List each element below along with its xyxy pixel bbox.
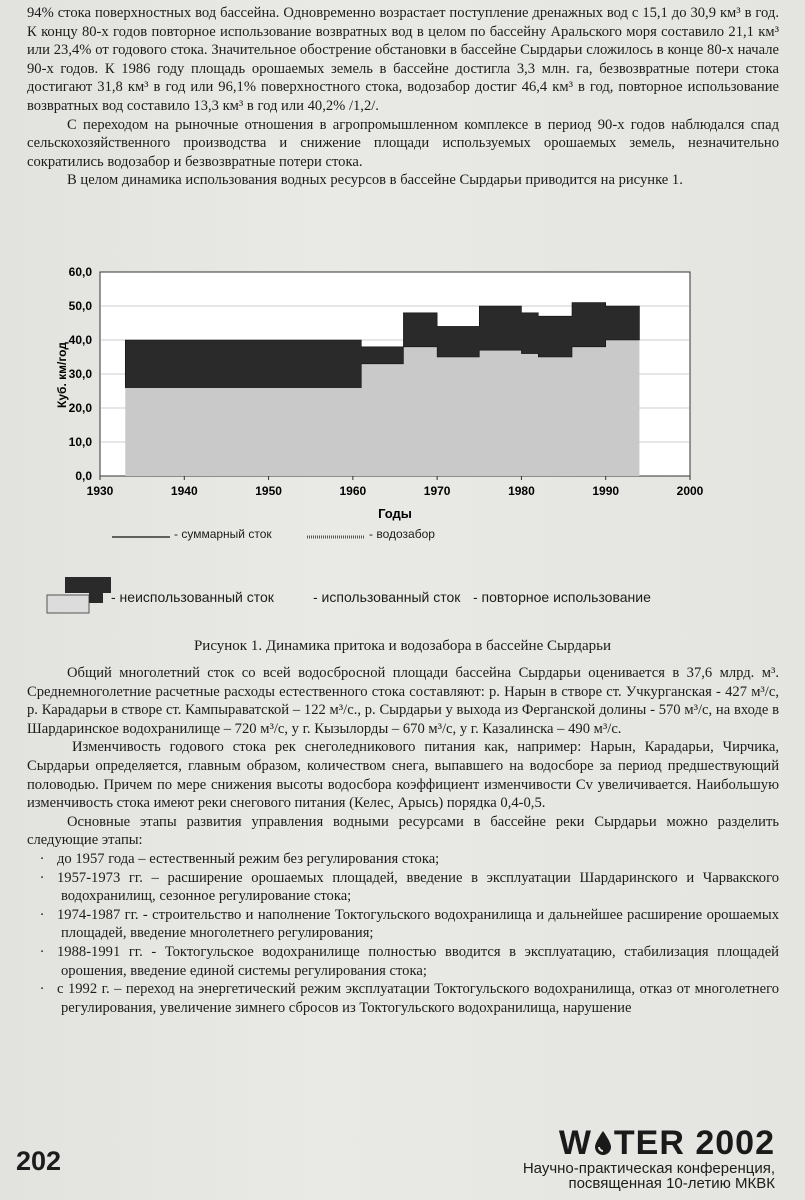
x-tick-label: 1970 (423, 484, 451, 498)
y-tick-label: 50,0 (68, 299, 92, 313)
y-tick-label: 10,0 (68, 435, 92, 449)
list-item (27, 906, 779, 943)
conference-brand (523, 1125, 775, 1191)
top-text-block (27, 4, 779, 190)
legend-swatch-stack (45, 575, 115, 615)
legend-label-unused: - неиспользованный сток (111, 589, 274, 605)
x-tick-label: 1950 (255, 484, 282, 498)
paragraph: В целом динамика использования водных ресурсов в бассейне Сырдарьи приводится на рисунке 1. (67, 172, 683, 189)
paragraph: Общий многолетний сток со всей водосбросной площади бассейна Сырдарьи оценивается в 37,6 млрд. м³. Среднемноголетние расчетные расходы естественного стока составляют: р. Нарын в створе ст. Учкурганская - 427 м³/с, р. Карадарьи в створе ст. Кампыраватской – 122 м³/с., р. Сырдарьи у выхода из Ферганской долины - 570 м³/с, на входе в Шардаринское водохранилище – 720 м³/с, у г. Кызылорды – 670 м³/с, у г. Казалинска – 490 м³/с. (27, 665, 779, 737)
y-tick-label: 40,0 (68, 333, 92, 347)
line-legend (112, 527, 597, 547)
y-tick-label: 20,0 (68, 401, 92, 415)
y-tick-label: 0,0 (75, 469, 92, 483)
x-tick-label: 1960 (339, 484, 367, 498)
x-axis-label: Годы (378, 506, 412, 521)
x-tick-label: 1930 (86, 484, 114, 498)
line-legend-label-total: - суммарный сток (174, 527, 272, 541)
list-item-text: до 1957 года – естественный режим без регулирования стока; (57, 850, 440, 867)
list-item-text: 1957-1973 гг. – расширение орошаемых площадей, введение в эксплуатации Шардаринского и Чарвакского водохранилищ, сезонное регулирование стока; (57, 869, 779, 905)
paragraph: Изменчивость годового стока рек снеголедникового питания как, например: Нарын, Карадарьи, Чирчика, Сырдарьи определяется, главным образом, количеством снега, выпавшего на водосборе за период предшествующий половодью. Причем по мере снижения высоты водосбора коэффициент изменчивости Cv увеличивается. Наибольшую изменчивость стока имеют реки снегового питания (Келес, Арысь) порядка 0,4-0,5. (27, 739, 779, 812)
x-tick-label: 1940 (170, 484, 198, 498)
x-tick-labels (87, 476, 704, 498)
brand-subtitle-2: посвященная 10-летию МКВК (568, 1175, 775, 1192)
y-tick-labels (69, 265, 93, 483)
bullet-icon: · (39, 981, 45, 998)
list-item-text: 1988-1991 гг. - Токтогульское водохранилище полностью вводится в эксплуатацию, стабилизация площадей орошения, введение единой системы регулирования стока; (57, 943, 779, 979)
paragraph: С переходом на рыночные отношения в агропромышленном комплексе в период 90-х годов наблюдался спад сельскохозяйственного производства и снижение площади используемых орошаемых земель, незначительно сократились водозабор и безвозвратные потери стока. (27, 116, 779, 170)
y-tick-label: 60,0 (68, 265, 92, 279)
paragraph: Основные этапы развития управления водными ресурсами в бассейне реки Сырдарьи можно разделить следующие этапы: (27, 813, 779, 849)
chart (52, 255, 712, 565)
y-tick-label: 30,0 (68, 367, 92, 381)
bullet-icon: · (39, 850, 45, 867)
brand-logo (523, 1125, 775, 1161)
line-legend-swatch-intake (307, 531, 367, 543)
legend-label-used: - использованный сток (313, 589, 461, 605)
area-legend (45, 575, 725, 615)
line-legend-label-intake: - водозабор (369, 527, 435, 541)
list-item-text: 1974-1987 гг. - строительство и наполнение Токтогульского водохранилища и дальнейшее расширение орошаемых площадей, введение многолетнего регулирования; (57, 906, 779, 942)
list-item (27, 980, 779, 1017)
brand-rest: TER 2002 (613, 1124, 775, 1162)
brand-subtitle-1: Научно-практическая конференция, (522, 1160, 775, 1177)
bullet-icon: · (39, 906, 45, 923)
x-tick-label: 1990 (592, 484, 620, 498)
list-item-text: с 1992 г. – переход на энергетический режим эксплуатации Токтогульского водохранилища, отказ от многолетнего регулирования, увеличение зимнего сбросов из Токтогульского водохранилища, нарушение (57, 981, 779, 1016)
x-tick-label: 1980 (508, 484, 535, 498)
figure-caption: Рисунок 1. Динамика притока и водозабора в бассейне Сырдарьи (193, 638, 612, 654)
page-number: 202 (16, 1146, 62, 1176)
x-tick-label: 2000 (676, 484, 704, 498)
line-legend-swatch-total (112, 531, 172, 543)
paragraph: 94% стока поверхностных вод бассейна. Одновременно возрастает поступление дренажных вод с 15,1 до 30,9 км³ в год. К концу 80-х годов повторное использование возвратных вод в целом по бассейну Аральского моря составило 21,1 км³ или 23,4% от годового стока. Значительное обострение обстановки в бассейне Сырдарьи сложилось в конце 80-х начале 90-х годов. К 1986 году площадь орошаемых земель в бассейне достигла 3,3 млн. га, безвозвратные потери стока достигают 31,8 км³ в год или 96,1% поверхностного стока, водозабор достиг 46,4 км³ в год, повторное использование возвратных вод составило 13,3 км³ в год или 40,2% /1,2/. (27, 5, 779, 114)
y-axis-label: Куб. км/год (55, 342, 69, 408)
list-item (27, 869, 779, 906)
legend-label-reuse: - повторное использование (473, 589, 651, 605)
brand-w: W (558, 1124, 592, 1162)
bullet-icon: · (39, 869, 45, 886)
list-item (27, 850, 779, 869)
water-drop-icon (593, 1130, 613, 1156)
list-item (27, 943, 779, 980)
bottom-text-block (27, 664, 779, 1017)
bullet-icon: · (39, 943, 45, 960)
